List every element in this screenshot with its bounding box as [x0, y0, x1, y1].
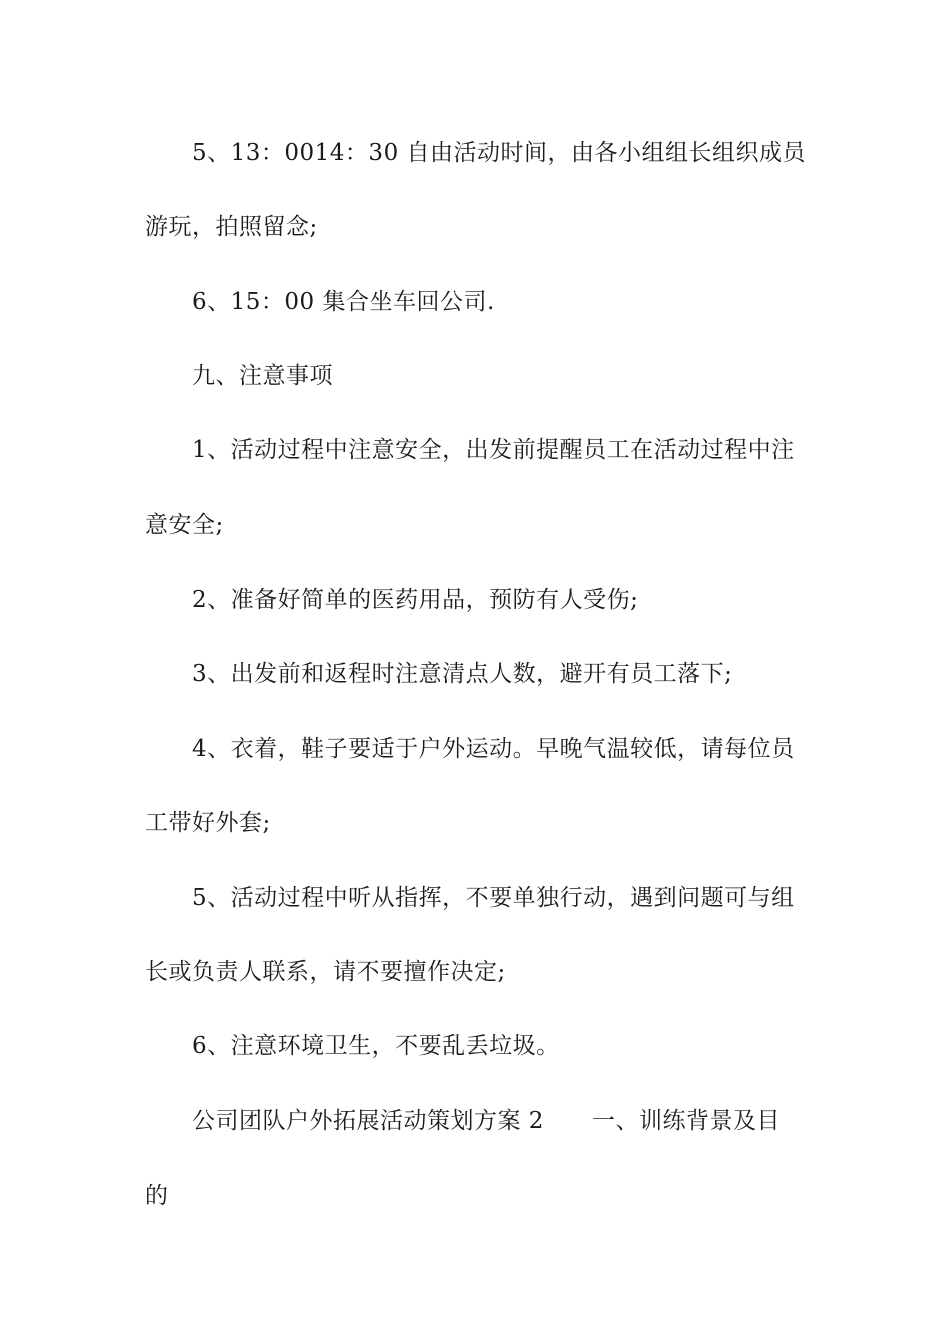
paragraph-line: 5、活动过程中听从指挥，不要单独行动，遇到问题可与组 — [192, 885, 795, 911]
paragraph-line: 长或负责人联系，请不要擅作决定; — [145, 959, 506, 985]
paragraph-line: 游玩，拍照留念; — [145, 214, 318, 240]
section-heading: 一、训练背景及目 — [591, 1108, 780, 1134]
paragraph-line: 工带好外套; — [145, 810, 271, 836]
paragraph-line: 6、15：00 集合坐车回公司. — [192, 289, 495, 315]
paragraph-line: 3、出发前和返程时注意清点人数，避开有员工落下; — [192, 661, 733, 687]
paragraph-line: 意安全; — [145, 512, 224, 538]
paragraph-line: 6、注意环境卫生，不要乱丢垃圾。 — [192, 1033, 560, 1059]
paragraph-line: 4、衣着，鞋子要适于户外运动。早晚气温较低，请每位员 — [192, 736, 795, 762]
document-title: 公司团队户外拓展活动策划方案 2 — [192, 1108, 544, 1134]
document-title-line — [192, 1106, 810, 1136]
paragraph-line: 5、13：0014：30 自由活动时间，由各小组组长组织成员 — [192, 140, 807, 166]
paragraph-line: 2、准备好简单的医药用品，预防有人受伤; — [192, 587, 639, 613]
section-heading: 九、注意事项 — [192, 363, 333, 389]
paragraph-line: 的 — [145, 1183, 169, 1209]
paragraph-line: 1、活动过程中注意安全，出发前提醒员工在活动过程中注 — [192, 437, 795, 463]
